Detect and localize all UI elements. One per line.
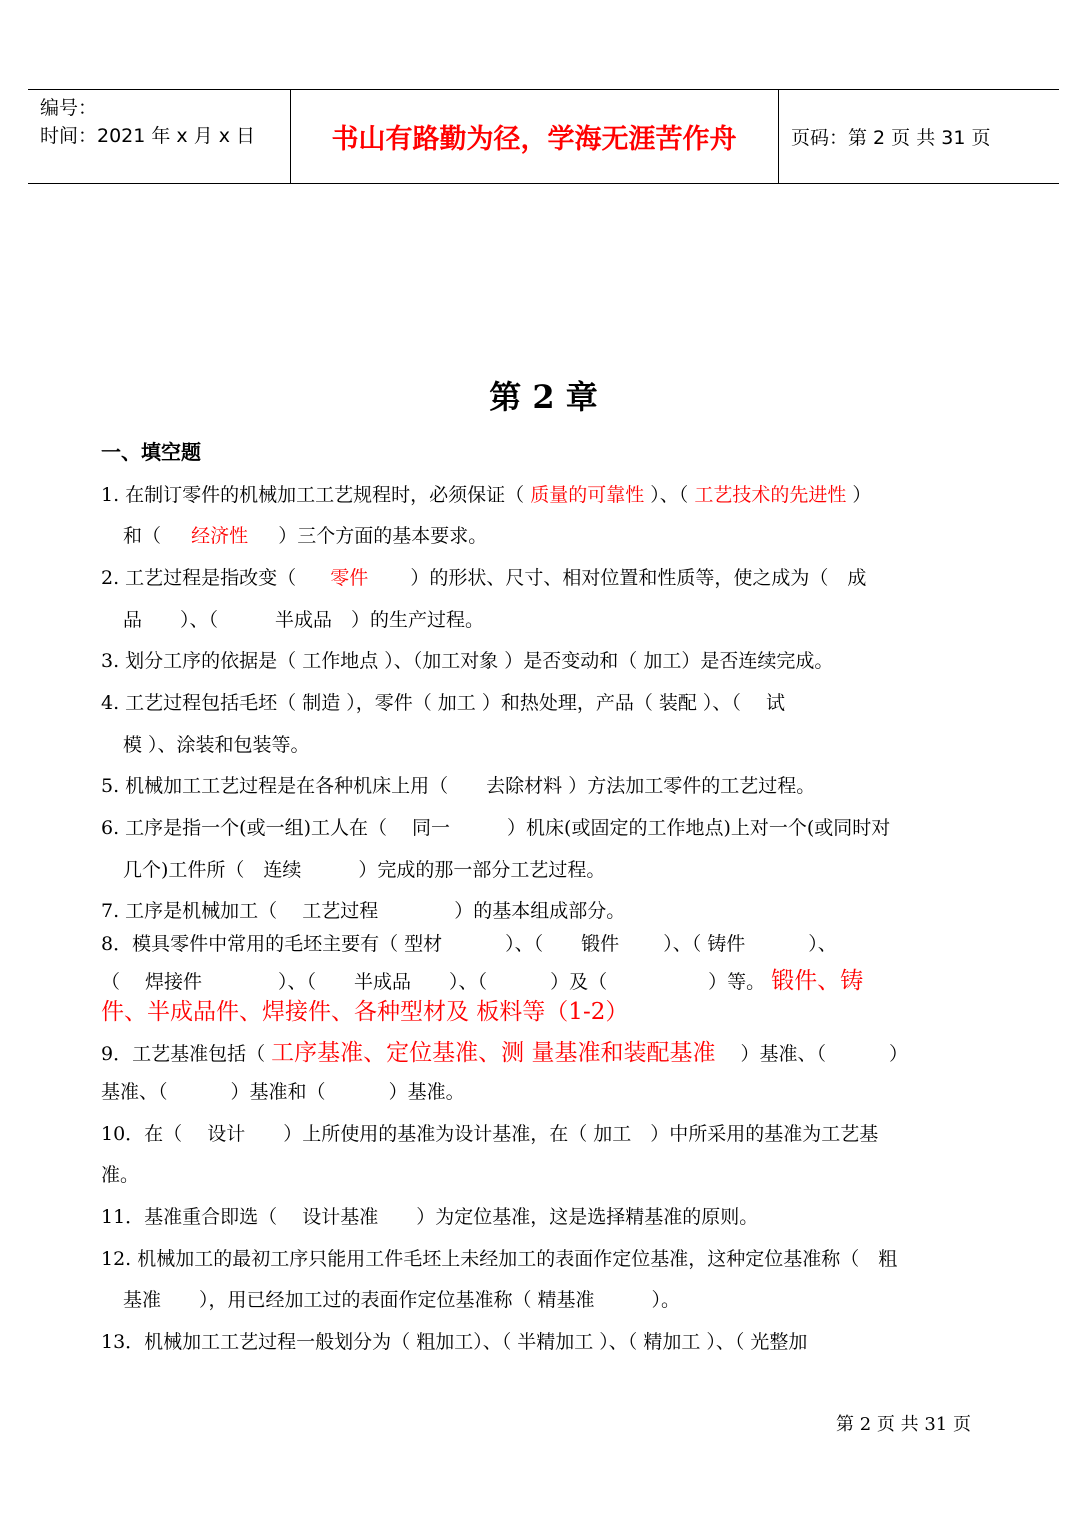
q1-answer-2: 工艺技术的先进性 [694, 484, 847, 506]
q1-text: 1. 在制订零件的机械加工工艺规程时，必须保证（ [101, 484, 525, 506]
question-4-line-1: 4. 工艺过程包括毛坯（ 制造 ），零件（ 加工 ）和热处理，产品（ 装配 ）、（ 试 [101, 692, 785, 714]
q1-text: ）、（ [650, 484, 689, 506]
question-6-line-2: 几个)工件所（ 连续 ）完成的那一部分工艺过程。 [123, 859, 606, 881]
question-10-line-1: 10．在（ 设计 ）上所使用的基准为设计基准，在（ 加工 ）中所采用的基准为工艺基 [101, 1123, 879, 1145]
q1-text: ） [852, 484, 872, 506]
question-5: 5. 机械加工工艺过程是在各种机床上用（ 去除材料 ）方法加工零件的工艺过程。 [101, 775, 816, 797]
question-13: 13．机械加工工艺过程一般划分为（ 粗加工）、（ 半精加工 ）、（ 精加工 ）、（ 光整加 [101, 1331, 808, 1353]
motto: 书山有路勤为径，学海无涯苦作舟 [331, 124, 737, 155]
question-8-line-2 [101, 962, 863, 995]
q1-text: 和（ [123, 525, 162, 547]
question-12-line-2: 基准 ），用已经加工过的表面作定位基准称（ 精基准 ）。 [123, 1289, 681, 1311]
question-1-line-2 [123, 521, 487, 548]
question-4-line-2: 模 ）、涂装和包装等。 [123, 734, 310, 756]
question-11: 11．基准重合即选（ 设计基准 ）为定位基准，这是选择精基准的原则。 [101, 1206, 759, 1228]
page-header [28, 89, 1059, 184]
question-1-line-1 [101, 480, 871, 507]
question-12-line-1: 12. 机械加工的最初工序只能用工件毛坯上未经加工的表面作定位基准，这种定位基准称（ 粗 [101, 1248, 898, 1270]
serial-label: 编号： [40, 97, 98, 119]
question-9-line-2: 基准、（ ）基准和（ ）基准。 [101, 1081, 465, 1103]
section-title: 一、填空题 [101, 440, 201, 464]
header-page-cell [779, 90, 1059, 183]
question-8-answer-line: 件、半成品件、焊接件、各种型材及 板料等（1-2） [101, 999, 629, 1025]
q8-answer-part-1: 锻件、铸 [771, 968, 864, 994]
q2-text: ）的形状、尺寸、相对位置和性质等，使之成为（ 成 [410, 567, 867, 589]
header-left-cell [28, 90, 291, 183]
q1-answer-1: 质量的可靠性 [530, 484, 645, 506]
question-2-line-1 [101, 563, 866, 590]
page-info: 页码：第 2 页 共 31 页 [791, 127, 991, 149]
question-9-line-1 [101, 1034, 908, 1067]
q1-answer-3: 经济性 [191, 525, 249, 547]
q8-text: （ 焊接件 ）、（ 半成品 ）、（ ）及（ ）等。 [101, 971, 766, 993]
question-10-line-2: 准。 [101, 1164, 140, 1186]
q9-answer: 工序基准、定位基准、测 量基准和装配基准 [271, 1040, 716, 1066]
question-7: 7. 工序是机械加工（ 工艺过程 ）的基本组成部分。 [101, 900, 626, 922]
q2-answer-1: 零件 [330, 567, 369, 589]
question-2-line-2: 品 ）、（ 半成品 ）的生产过程。 [123, 609, 485, 631]
question-8-line-1: 8．模具零件中常用的毛坯主要有（ 型材 ）、（ 锻件 ）、（ 铸件 ）、 [101, 933, 837, 955]
chapter-title: 第 2 章 [489, 378, 598, 416]
q9-text: 9．工艺基准包括（ [101, 1043, 266, 1065]
question-6-line-1: 6. 工序是指一个(或一组)工人在（ 同一 ）机床(或固定的工作地点)上对一个(或同时对 [101, 817, 891, 839]
q9-text: ）基准、（ ） [721, 1043, 909, 1065]
question-3: 3. 划分工序的依据是（ 工作地点 ）、（加工对象 ）是否变动和（ 加工）是否连续完成。 [101, 650, 834, 672]
time-label: 时间：2021 年 x 月 x 日 [40, 125, 256, 147]
q1-text: ）三个方面的基本要求。 [278, 525, 488, 547]
q2-text: 2. 工艺过程是指改变（ [101, 567, 297, 589]
header-motto-cell [290, 90, 779, 183]
page-footer: 第 2 页 共 31 页 [836, 1414, 971, 1435]
